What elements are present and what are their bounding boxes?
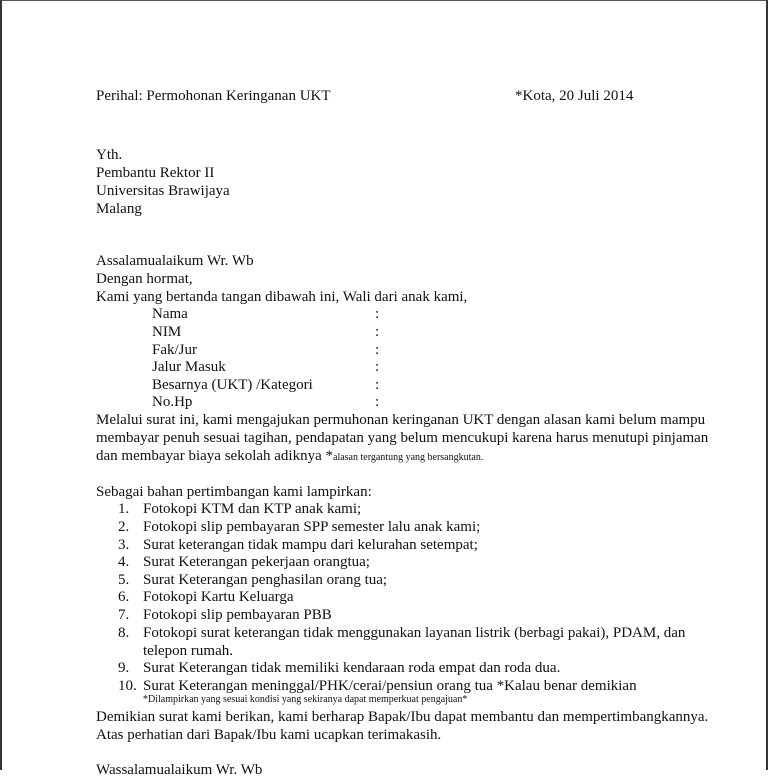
field-label: Fak/Jur [152, 342, 197, 358]
list-item: Fotokopi Kartu Keluarga [143, 589, 294, 605]
list-item: Surat Keterangan meninggal/PHK/cerai/pensiun orang tua *Kalau benar demikian [143, 678, 637, 694]
list-number: 5. [118, 572, 130, 588]
field-label: Besarnya (UKT) /Kategori [152, 377, 313, 393]
place-date: *Kota, 20 Juli 2014 [515, 88, 634, 104]
field-row [152, 358, 382, 376]
body-line-text: dan membayar biaya sekolah adiknya * [96, 448, 333, 464]
field-separator: : [375, 377, 380, 393]
field-row [152, 341, 382, 359]
list-item: Fotokopi slip pembayaran SPP semester lalu anak kami; [143, 519, 481, 535]
body-footnote: alasan tergantung yang bersangkutan. [333, 452, 484, 463]
attachments-intro: Sebagai bahan pertimbangan kami lampirkan: [96, 484, 372, 500]
field-label: No.Hp [152, 394, 193, 410]
field-label: NIM [152, 324, 182, 340]
list-item: Fotokopi KTM dan KTP anak kami; [143, 501, 362, 517]
list-number: 4. [118, 554, 130, 570]
field-separator: : [375, 359, 380, 375]
list-number: 6. [118, 589, 130, 605]
list-item: Fotokopi slip pembayaran PBB [143, 607, 332, 623]
recipient-line: Malang [96, 201, 142, 217]
field-row [152, 376, 382, 394]
field-row [152, 305, 382, 323]
field-separator: : [375, 394, 380, 410]
field-label: Nama [152, 306, 188, 322]
field-separator: : [375, 306, 380, 322]
field-label: Jalur Masuk [152, 359, 226, 375]
list-item-continued: telepon rumah. [143, 643, 233, 659]
list-item: Surat Keterangan tidak memiliki kendaraan roda empat dan roda dua. [143, 660, 561, 676]
field-row [152, 393, 382, 411]
intro-text: Kami yang bertanda tangan dibawah ini, Wali dari anak kami, [96, 289, 468, 305]
greeting: Assalamualaikum Wr. Wb [96, 253, 254, 269]
field-separator: : [375, 342, 380, 358]
closing-line: Atas perhatian dari Bapak/Ibu kami ucapkan terimakasih. [96, 727, 442, 743]
list-item: Surat keterangan tidak mampu dari kelurahan setempat; [143, 537, 478, 553]
field-row [152, 323, 382, 341]
list-item: Surat Keterangan pekerjaan orangtua; [143, 554, 370, 570]
list-number: 3. [118, 537, 130, 553]
body-line: Melalui surat ini, kami mengajukan permuhonan keringanan UKT dengan alasan kami belum mampu [96, 412, 706, 428]
recipient-line: Pembantu Rektor II [96, 165, 215, 181]
list-number: 10. [118, 678, 137, 694]
farewell: Wassalamualaikum Wr. Wb [96, 762, 263, 778]
attachments-note: *Dilampirkan yang sesuai kondisi yang sekiranya dapat memperkuat pengajuan* [143, 694, 468, 705]
list-item: Surat Keterangan penghasilan orang tua; [143, 572, 388, 588]
body-line [96, 447, 483, 467]
list-item: Fotokopi surat keterangan tidak menggunakan layanan listrik (berbagi pakai), PDAM, dan [143, 625, 686, 641]
list-number: 1. [118, 501, 130, 517]
list-number: 7. [118, 607, 130, 623]
closing-line: Demikian surat kami berikan, kami berharap Bapak/Ibu dapat membantu dan mempertimbangkannya. [96, 709, 709, 725]
list-number: 2. [118, 519, 130, 535]
salutation: Dengan hormat, [96, 271, 193, 287]
field-separator: : [375, 324, 380, 340]
body-line: membayar penuh sesuai tagihan, pendapatan yang belum mencukupi karena harus menutupi pinjaman [96, 430, 709, 446]
letter-subject: Perihal: Permohonan Keringanan UKT [96, 88, 331, 104]
list-number: 8. [118, 625, 130, 641]
recipient-line: Yth. [96, 147, 123, 163]
list-number: 9. [118, 660, 130, 676]
recipient-line: Universitas Brawijaya [96, 183, 230, 199]
